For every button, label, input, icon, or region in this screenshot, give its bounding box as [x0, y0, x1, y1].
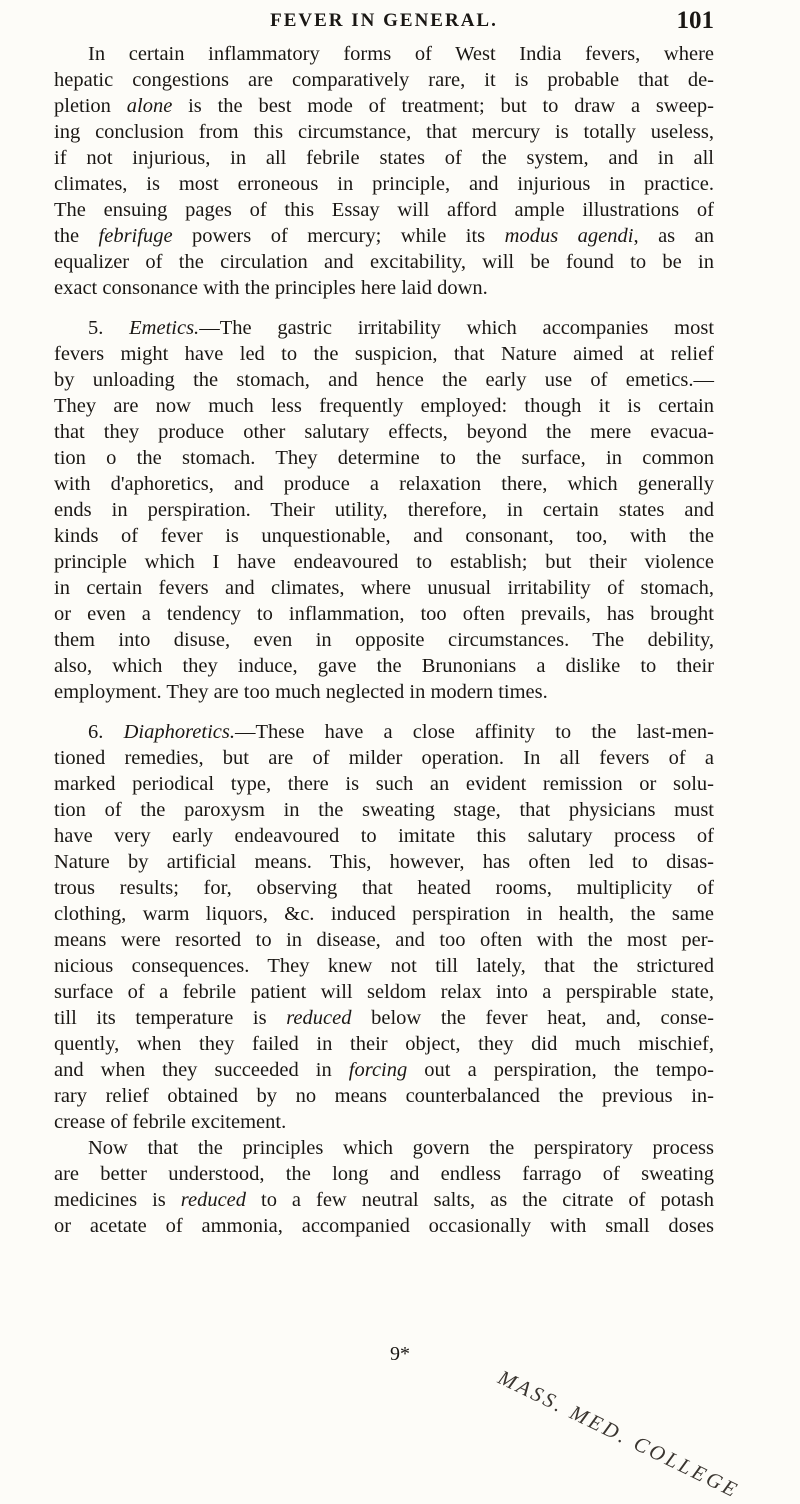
- running-head: [54, 7, 714, 35]
- text-line: marked periodical type, there is such an evident remission or solu-: [54, 773, 714, 795]
- text-line: trous results; for, observing that heated rooms, multiplicity of: [54, 877, 714, 899]
- text-line: rary relief obtained by no means counterbalanced the previous in-: [54, 1085, 714, 1107]
- text-line: have very early endeavoured to imitate this salutary process of: [54, 825, 714, 847]
- text-line: and when they succeeded in forcing out a perspiration, the tempo-: [54, 1059, 715, 1081]
- text-line: quently, when they failed in their object, they did much mischief,: [54, 1033, 714, 1055]
- paragraph-emetics: [54, 315, 714, 705]
- page-number: 101: [676, 7, 714, 34]
- text-line: tioned remedies, but are of milder operation. In all fevers of a: [54, 747, 714, 769]
- text-line: In certain inflammatory forms of West India fevers, where: [88, 43, 714, 65]
- text-line: 6. Diaphoretics.—These have a close affinity to the last-men-: [88, 721, 714, 743]
- text-line: are better understood, the long and endless farrago of sweating: [54, 1163, 714, 1185]
- text-line: means were resorted to in disease, and too often with the most per-: [54, 929, 714, 951]
- text-line: surface of a febrile patient will seldom relax into a perspirable state,: [54, 981, 714, 1003]
- text-line: the febrifuge powers of mercury; while its modus agendi, as an: [54, 225, 714, 247]
- text-line: if not injurious, in all febrile states of the system, and in all: [54, 147, 714, 169]
- text-line: them into disuse, even in opposite circumstances. The debility,: [54, 629, 714, 651]
- text-line: ends in perspiration. Their utility, therefore, in certain states and: [54, 499, 714, 521]
- paragraph-perspiratory-process: [54, 1135, 714, 1239]
- text-line: 5. Emetics.—The gastric irritability which accompanies most: [88, 317, 715, 339]
- text-line: with d'aphoretics, and produce a relaxation there, which generally: [54, 473, 714, 495]
- text-line: They are now much less frequently employed: though it is certain: [54, 395, 714, 417]
- text-line: Now that the principles which govern the perspiratory process: [88, 1137, 714, 1159]
- text-line: in certain fevers and climates, where unusual irritability of stomach,: [54, 577, 714, 599]
- text-line: till its temperature is reduced below the fever heat, and, conse-: [54, 1007, 714, 1029]
- text-line: ing conclusion from this circumstance, that mercury is totally useless,: [54, 121, 714, 143]
- text-line: climates, is most erroneous in principle, and injurious in practice.: [54, 173, 714, 195]
- text-line: principle which I have endeavoured to establish; but their violence: [54, 551, 714, 573]
- text-line: exact consonance with the principles here laid down.: [54, 277, 488, 299]
- text-line: employment. They are too much neglected in modern times.: [54, 681, 548, 703]
- text-line: nicious consequences. They knew not till lately, that the strictured: [54, 955, 714, 977]
- signature-mark: 9*: [390, 1343, 410, 1365]
- text-line: or even a tendency to inflammation, too often prevails, has brought: [54, 603, 714, 625]
- paragraph-west-india-fevers: [54, 41, 714, 301]
- paragraph-diaphoretics: [54, 719, 714, 1135]
- text-line: clothing, warm liquors, &c. induced perspiration in health, the same: [54, 903, 714, 925]
- text-line: equalizer of the circulation and excitability, will be found to be in: [54, 251, 714, 273]
- text-line: crease of febrile excitement.: [54, 1111, 287, 1133]
- text-line: medicines is reduced to a few neutral salts, as the citrate of potash: [54, 1189, 714, 1211]
- body-text: [54, 41, 714, 1239]
- running-title: FEVER IN GENERAL.: [270, 10, 498, 31]
- text-line: tion of the paroxysm in the sweating stage, that physicians must: [54, 799, 714, 821]
- text-line: hepatic congestions are comparatively rare, it is probable that de-: [54, 69, 714, 91]
- text-line: pletion alone is the best mode of treatment; but to draw a sweep-: [54, 95, 714, 117]
- text-line: tion o the stomach. They determine to the surface, in common: [54, 447, 714, 469]
- library-stamp: MASS. MED. COLLEGE: [494, 1365, 744, 1503]
- text-line: that they produce other salutary effects, beyond the mere evacua-: [54, 421, 714, 443]
- text-line: Nature by artificial means. This, however, has often led to disas-: [54, 851, 714, 873]
- text-line: also, which they induce, gave the Brunonians a dislike to their: [54, 655, 714, 677]
- text-line: The ensuing pages of this Essay will afford ample illustrations of: [54, 199, 714, 221]
- text-line: or acetate of ammonia, accompanied occasionally with small doses: [54, 1215, 714, 1237]
- text-line: kinds of fever is unquestionable, and consonant, too, with the: [54, 525, 714, 547]
- text-line: by unloading the stomach, and hence the early use of emetics.—: [54, 369, 714, 391]
- text-line: fevers might have led to the suspicion, that Nature aimed at relief: [54, 343, 714, 365]
